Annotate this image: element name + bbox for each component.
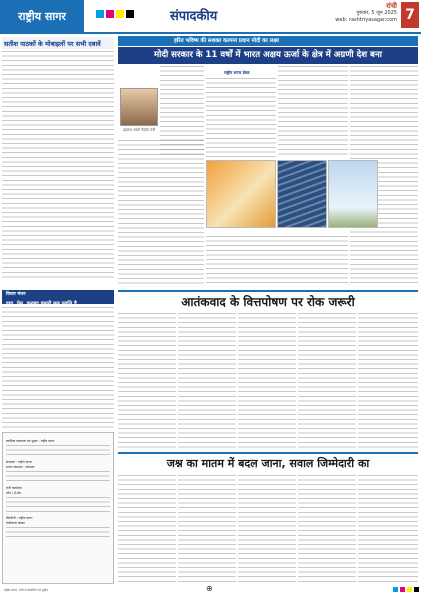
second-body-col2: [178, 313, 236, 449]
vichar-body: [2, 307, 114, 429]
lead-headline: मोदी सरकार के 11 वर्षों में भारत अक्षय ऊर्जा के क्षेत्र में अग्रणी देश बना: [118, 47, 418, 64]
left-article-body: [2, 51, 114, 279]
imprint-line: संपादक : राष्ट्रीय सागर: [6, 460, 32, 464]
lead-body-col2: [206, 78, 276, 158]
imprint-line: डीएवीपी : राष्ट्रीय सागर: [6, 516, 33, 520]
lead-body-bottom: [206, 236, 348, 284]
vichar-subhead: दया, प्रेम, करुणा हमारी मूल प्रवृत्ति है: [6, 301, 77, 307]
second-body-col1: [118, 313, 176, 449]
second-body-col3: [238, 313, 296, 449]
imprint-box: [2, 432, 114, 584]
vichar-label: विचार मंथन: [6, 292, 26, 297]
author-label: प्रहलाद जोशी केंद्रीय मंत्री: [122, 128, 156, 132]
imprint-details: [6, 497, 110, 515]
second-headline: आतंकवाद के वित्तपोषण पर रोक जरूरी: [118, 290, 418, 310]
imprint-line: पंजीकरण संख्या: [6, 521, 25, 525]
color-registration-marks: [96, 10, 134, 18]
cyan-swatch: [96, 10, 104, 18]
yellow-swatch: [116, 10, 124, 18]
lead-kicker: हरित भविष्य की सशक्त कल्पना प्रधान मोदी का लक्ष्य: [118, 36, 418, 46]
footer-imprint: राष्ट्रीय सागर, रांची से प्रकाशित एवं मुद्रित: [4, 588, 48, 592]
imprint-details: [6, 527, 110, 541]
left-article-headline: सतीश पाठकों के मोबाइलों पर सभी दबावें: [2, 37, 114, 49]
section-title: संपादकीय: [170, 9, 218, 24]
third-body-col5: [358, 475, 418, 583]
yellow-swatch: [407, 587, 412, 592]
magenta-swatch: [106, 10, 114, 18]
third-body-col2: [178, 475, 236, 583]
third-body-col1: [118, 475, 176, 583]
lead-body-col3: [278, 66, 348, 158]
third-headline: जश्न का मातम में बदल जाना, सवाल जिम्मेदारी का: [118, 452, 418, 472]
third-body-col4: [298, 475, 356, 583]
modi-photo: [206, 160, 276, 228]
second-body-col4: [298, 313, 356, 449]
lead-byline: राष्ट्रीय सागर डेस्क: [224, 70, 250, 75]
imprint-line: फोन / ई-मेल: [6, 491, 21, 495]
imprint-line: प्रधान संपादक : संपादक: [6, 465, 35, 469]
lead-body-col1b: [118, 140, 204, 284]
magenta-swatch: [400, 587, 405, 592]
black-swatch: [414, 587, 419, 592]
solar-panels-photo: [277, 160, 327, 228]
author-photo: [120, 88, 158, 126]
third-body-col3: [238, 475, 296, 583]
paper-name: राष्ट्रीय सागर: [0, 0, 84, 32]
imprint-details: [6, 471, 110, 485]
imprint-line: रांची कार्यालय: [6, 486, 22, 490]
city: रांची: [386, 2, 397, 10]
left-article: [2, 37, 114, 282]
registration-mark-icon: ⊕: [206, 584, 213, 593]
imprint-details: [6, 445, 110, 459]
imprint-line: स्वामित्व प्रकाशक एवं मुद्रक : राष्ट्रीय सागर: [6, 439, 55, 443]
footer-color-marks: [393, 587, 419, 592]
masthead: [0, 0, 421, 34]
black-swatch: [126, 10, 134, 18]
page-number: 7: [401, 2, 419, 28]
website: web: rashtriyasagar.com: [335, 17, 397, 23]
second-body-col5: [358, 313, 418, 449]
cyan-swatch: [393, 587, 398, 592]
dateline: [335, 3, 397, 24]
date: गुरुवार, 5 जून 2025: [356, 10, 397, 16]
wind-turbines-photo: [328, 160, 378, 228]
